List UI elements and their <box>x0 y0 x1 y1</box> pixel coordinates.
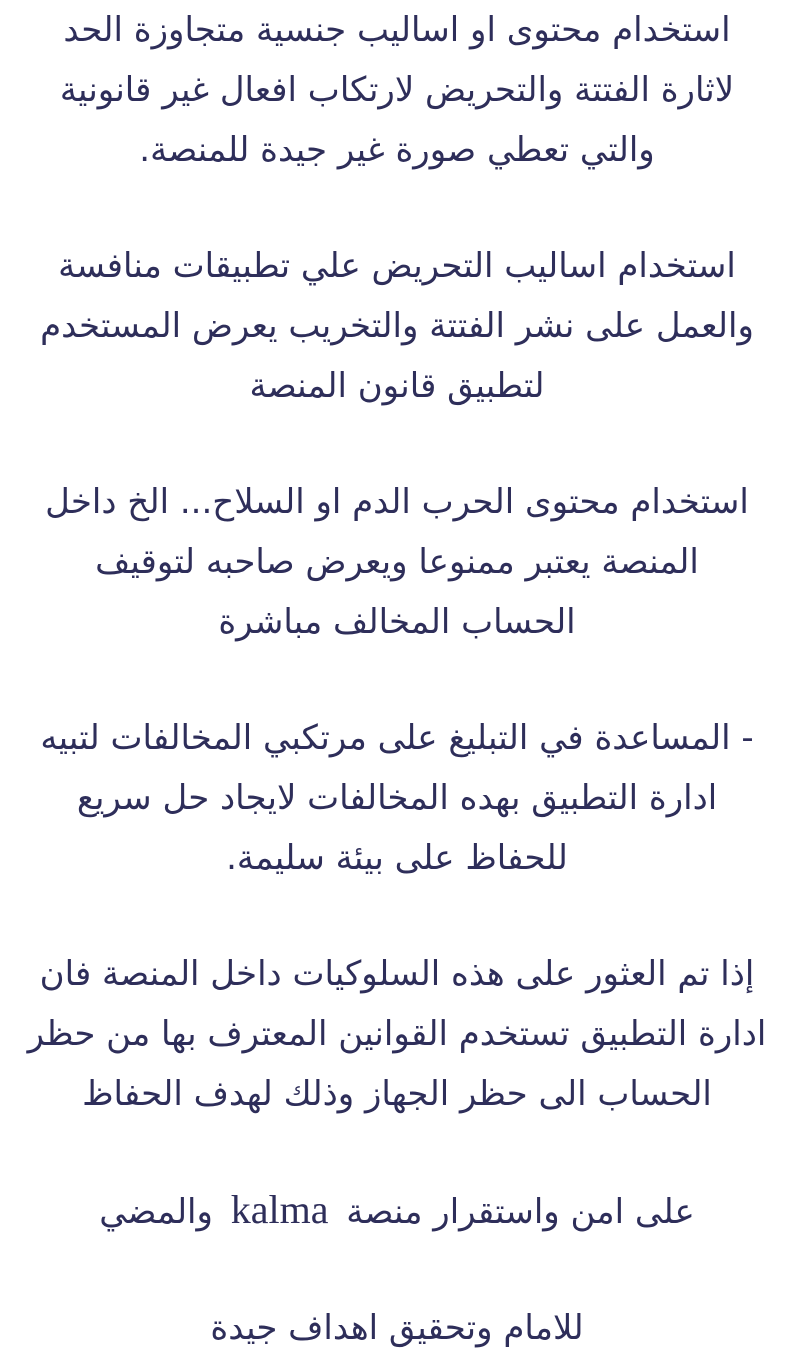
paragraph-closing <box>0 1298 794 1358</box>
paragraph-4 <box>0 708 794 888</box>
text-line: استخدام محتوى او اساليب جنسية متجاوزة الحد <box>63 10 731 50</box>
text-line: للحفاظ على بيئة سليمة. <box>226 838 568 878</box>
paragraph-5 <box>0 944 794 1124</box>
text-line: المنصة يعتبر ممنوعا ويعرض صاحبه لتوقيف <box>95 542 699 582</box>
paragraph-1 <box>0 0 794 180</box>
text-line: والتي تعطي صورة غير جيدة للمنصة. <box>139 130 655 170</box>
text-line: الحساب المخالف مباشرة <box>218 602 576 642</box>
platform-line-before: على امن واستقرار منصة <box>346 1192 695 1232</box>
text-line: استخدام محتوى الحرب الدم او السلاح... الخ داخل <box>45 482 749 522</box>
text-line: ادارة التطبيق بهده المخالفات لايجاد حل سريع <box>76 778 718 818</box>
platform-line-after: والمضي <box>99 1192 213 1232</box>
text-line: ادارة التطبيق تستخدم القوانين المعترف بها من حظر <box>27 1014 767 1054</box>
closing-line: للامام وتحقيق اهداف جيدة <box>210 1308 584 1348</box>
text-line: لاثارة الفتتة والتحريض لارتكاب افعال غير قانونية <box>59 70 735 110</box>
text-line: الحساب الى حظر الجهاز وذلك لهدف الحفاظ <box>82 1074 712 1114</box>
text-line: والعمل على نشر الفتتة والتخريب يعرض المستخدم <box>40 306 754 346</box>
platform-line <box>0 1180 794 1242</box>
text-line: استخدام اساليب التحريض علي تطبيقات منافسة <box>58 246 736 286</box>
brand-name: kalma <box>230 1187 329 1232</box>
text-line: لتطبيق قانون المنصة <box>249 366 545 406</box>
paragraph-2 <box>0 236 794 416</box>
text-line: - المساعدة في التبليغ على مرتكبي المخالفات لتبيه <box>40 718 754 758</box>
paragraph-platform <box>0 1180 794 1242</box>
paragraph-3 <box>0 472 794 652</box>
text-line: إذا تم العثور على هذه السلوكيات داخل المنصة فان <box>39 954 755 994</box>
